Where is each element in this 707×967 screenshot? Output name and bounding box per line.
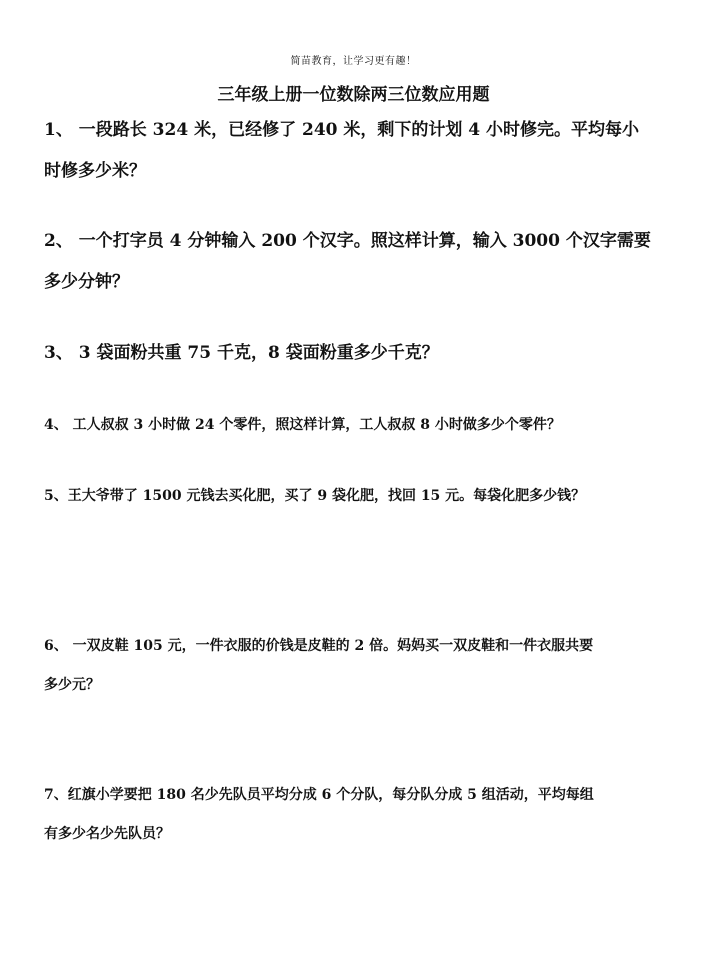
question-5: [44, 485, 669, 505]
question-2-line-1: 2、 一个打字员 4 分钟输入 200 个汉字。照这样计算，输入 3000 个汉字需要: [44, 231, 651, 251]
question-7-line-2: 有多少名少先队员？: [44, 826, 170, 842]
question-6: [44, 635, 669, 694]
question-5-line-1: 5、王大爷带了 1500 元钱去买化肥，买了 9 袋化肥，找回 15 元。每袋化肥多少钱？: [44, 488, 586, 504]
question-7: [44, 784, 669, 843]
header-note: 简苗教育，让学习更有趣！: [290, 56, 417, 67]
question-3-line-1: 3、 3 袋面粉共重 75 千克，8 袋面粉重多少千克？: [44, 343, 439, 363]
question-2-line-2: 多少分钟？: [44, 272, 129, 292]
question-6-line-2: 多少元？: [44, 677, 100, 693]
question-3: [44, 338, 669, 363]
question-1: [44, 115, 669, 181]
document-title: 三年级上册一位数除两三位数应用题: [217, 85, 490, 105]
question-4: [44, 414, 669, 434]
question-2: [44, 226, 669, 292]
question-6-line-1: 6、 一双皮鞋 105 元，一件衣服的价钱是皮鞋的 2 倍。妈妈买一双皮鞋和一件衣服共要: [44, 638, 594, 654]
question-4-line-1: 4、 工人叔叔 3 小时做 24 个零件，照这样计算，工人叔叔 8 小时做多少个零件？: [44, 417, 561, 433]
question-1-line-2: 时修多少米？: [44, 161, 146, 181]
question-7-line-1: 7、红旗小学要把 180 名少先队员平均分成 6 个分队，每分队分成 5 组活动，平均每组: [44, 787, 594, 803]
question-1-line-1: 1、 一段路长 324 米，已经修了 240 米，剩下的计划 4 小时修完。平均每小: [44, 120, 640, 140]
